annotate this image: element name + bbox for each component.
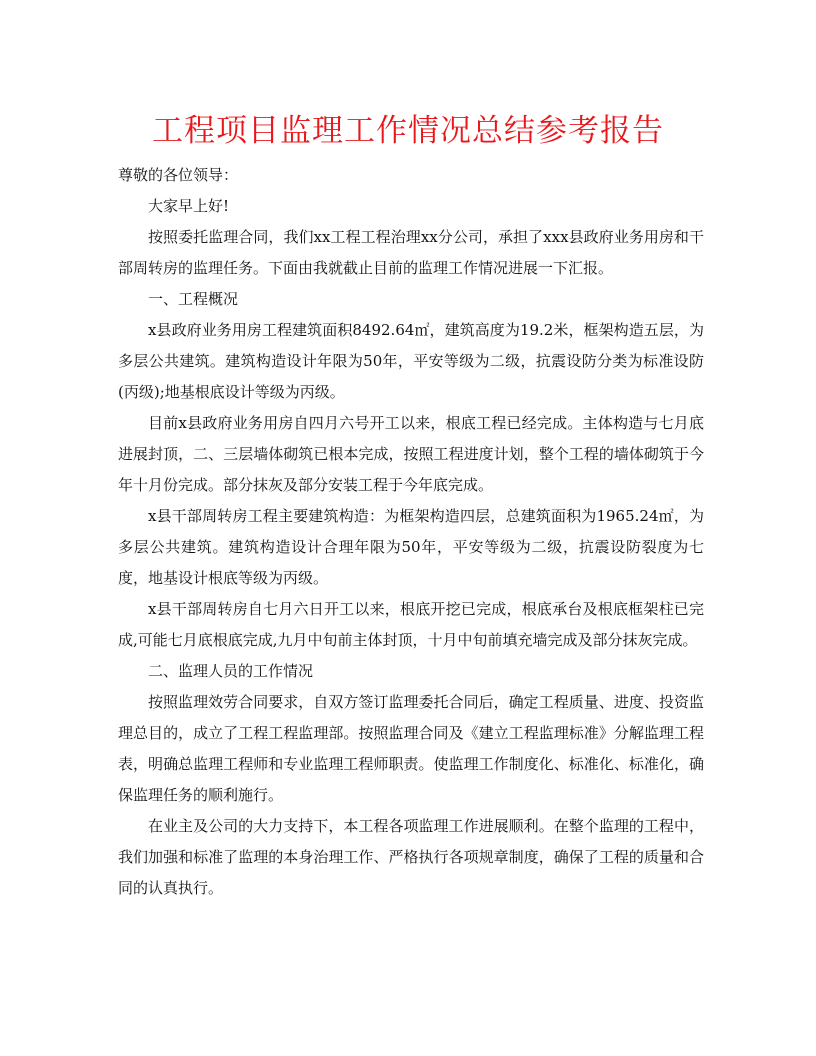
- progress-paragraph-office: 目前x县政府业务用房自四月六号开工以来，根底工程已经完成。主体构造与七月底进展封顶，二、三层墙体砌筑已根本完成，按照工程进度计划，整个工程的墙体砌筑于今年十月份完成。部分抹灰及部分安装工程于今年底完成。: [118, 414, 704, 494]
- progress-paragraph-housing: x县干部周转房自七月六日开工以来，根底开挖已完成，根底承台及根底框架柱已完成,可能七月底根底完成,九月中旬前主体封顶，十月中旬前填充墙完成及部分抹灰完成。: [118, 600, 704, 649]
- document-title: 工程项目监理工作情况总结参考报告: [152, 113, 664, 149]
- staff-paragraph-contract: 按照监理效劳合同要求，自双方签订监理委托合同后，确定工程质量、进度、投资监理总目的，成立了工程工程监理部。按照监理合同及《建立工程监理标准》分解监理工程表，明确总监理工程师和专业监理工程师职责。使监理工作制度化、标准化、标准化，确保监理任务的顺利施行。: [118, 693, 704, 804]
- overview-paragraph-office: x县政府业务用房工程建筑面积8492.64㎡，建筑高度为19.2米，框架构造五层，为多层公共建筑。建筑构造设计年限为50年，平安等级为二级，抗震设防分类为标准设防(丙级);地基根底设计等级为丙级。: [118, 321, 704, 401]
- document-body: [118, 160, 704, 904]
- overview-paragraph-housing: x县干部周转房工程主要建筑构造：为框架构造四层，总建筑面积为1965.24㎡，为多层公共建筑。建筑构造设计合理年限为50年，平安等级为二级，抗震设防裂度为七度，地基设计根底等级为丙级。: [118, 507, 704, 587]
- section-heading-staff: 二、监理人员的工作情况: [148, 662, 314, 680]
- greeting-paragraph: 大家早上好!: [148, 197, 230, 215]
- intro-paragraph: 按照委托监理合同，我们xx工程工程治理xx分公司，承担了xxx县政府业务用房和干部周转房的监理任务。下面由我就截止目前的监理工作情况进展一下汇报。: [118, 228, 704, 277]
- section-heading-overview: 一、工程概况: [148, 290, 239, 308]
- salutation: 尊敬的各位领导：: [118, 166, 239, 184]
- staff-paragraph-support: 在业主及公司的大力支持下，本工程各项监理工作进展顺利。在整个监理的工程中，我们加强和标准了监理的本身治理工作、严格执行各项规章制度，确保了工程的质量和合同的认真执行。: [118, 817, 704, 897]
